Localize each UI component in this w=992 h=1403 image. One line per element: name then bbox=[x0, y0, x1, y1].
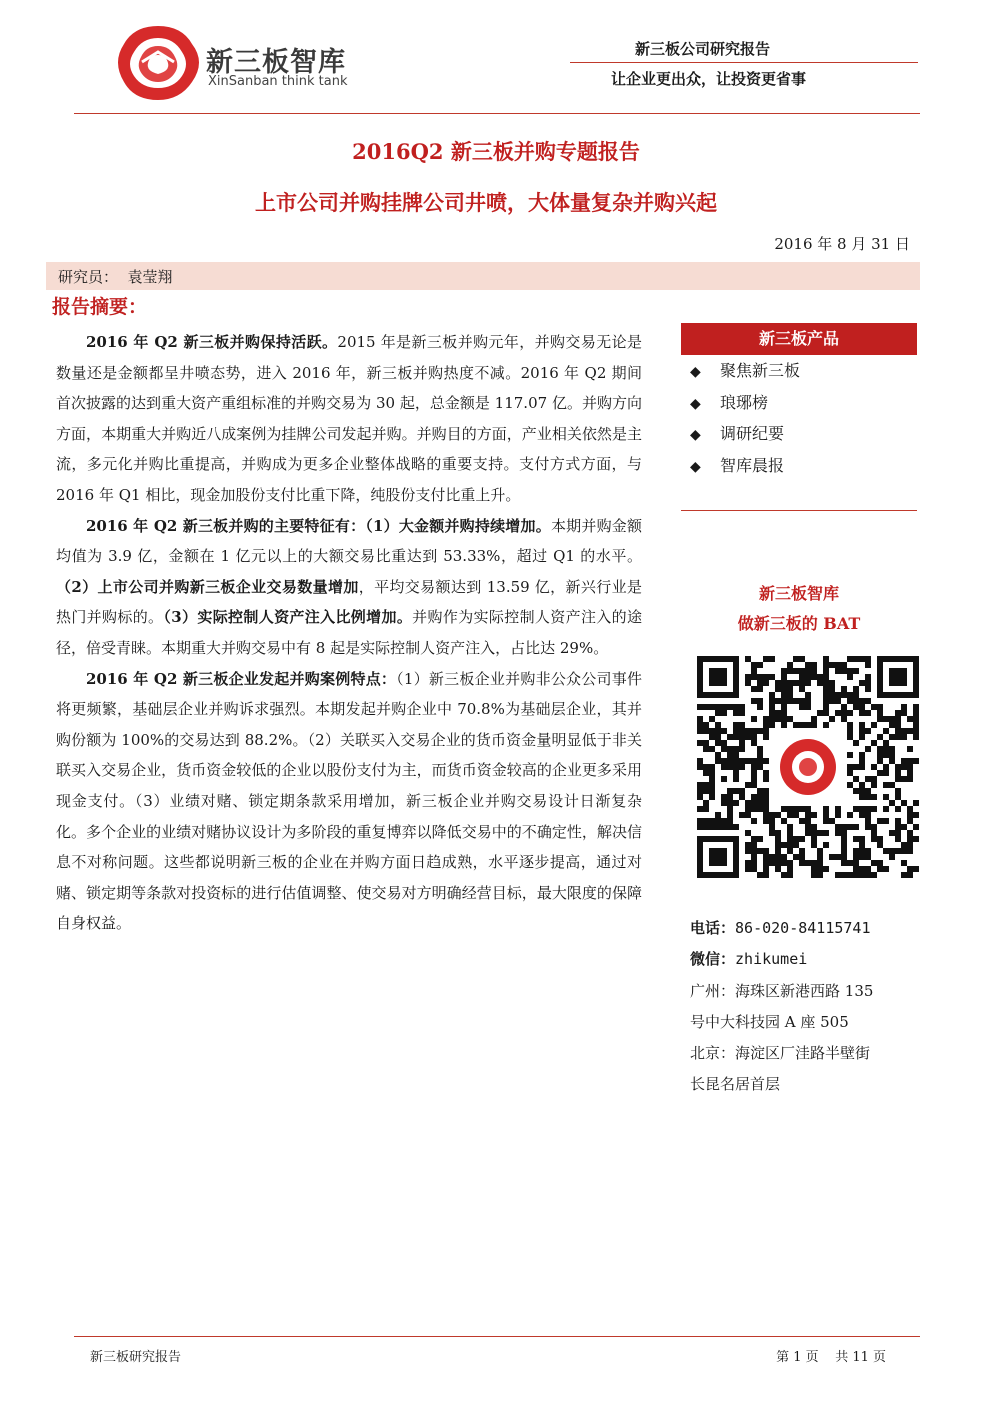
summary-paragraph bbox=[56, 664, 642, 939]
page-number: 第 1 页 bbox=[776, 1350, 819, 1365]
product-item bbox=[690, 358, 800, 390]
report-type: 新三板公司研究报告 bbox=[634, 40, 770, 58]
product-item bbox=[690, 421, 800, 453]
paragraph-text: 2015 年是新三板并购元年，并购交易无论是数量还是金额都呈井喷态势，进入 2016 年，新三板并购热度不减。2016 年 Q2 期间首次披露的达到重大资产重组标准的并购交易为 30 起，总金额是 117.07 亿。并购方向方面，本期重大并购近八成案例为挂牌公司发起并购。并购目的方面，产业相关依然是主流，多元化并购比重提高，并购成为更多企业整体战略的重要支持。支付方式方面，与 2016 年 Q1 相比，现金加股份支付比重下降，纯股份支付比重上升。 bbox=[56, 333, 642, 504]
researcher-band bbox=[46, 262, 920, 290]
qr-title: 新三板智库 bbox=[758, 584, 839, 603]
researcher-name: 研究员： 袁莹翔 bbox=[58, 268, 173, 286]
footer-divider bbox=[74, 1336, 920, 1337]
product-item bbox=[690, 453, 800, 485]
report-title: 2016Q2 新三板并购专题报告 bbox=[352, 139, 640, 164]
summary-heading: 报告摘要： bbox=[52, 296, 148, 318]
paragraph-text: （1）新三板企业并购非公众公司事件将更频繁，基础层企业并购诉求强烈。本期发起并购企业中 70.8%为基础层企业，其并购份额为 100%的交易达到 88.2%。（2）关联买入交易企业的货币资金量明显低于非关联买入交易企业，货币资金较低的企业以股份支付为主，而货币资金较高的企业更多采用现金支付。（3）业绩对赌、锁定期条款采用增加，新三板企业并购交易设计日渐复杂化。多个企业的业绩对赌协议设计为多阶段的重复博弈以降低交易中的不确定性，解决信息不对称问题。这些都说明新三板的企业在并购方面日趋成熟，水平逐步提高，通过对赌、锁定期等条款对投资标的进行估值调整、使交易对方明确经营目标，最大限度的保障自身权益。 bbox=[56, 669, 642, 933]
qr-code-icon bbox=[697, 656, 919, 878]
wechat-line bbox=[690, 948, 807, 969]
key-point-text: 2016 年 Q2 新三板并购的主要特征有：（1）大金额并购持续增加。 bbox=[86, 516, 551, 535]
diamond-bullet-icon: ◆ bbox=[690, 395, 701, 412]
products-heading: 新三板产品 bbox=[681, 323, 917, 355]
page-indicator bbox=[776, 1346, 886, 1365]
product-label: 聚焦新三板 bbox=[720, 361, 801, 380]
phone-number: 86-020-84115741 bbox=[735, 919, 871, 937]
beijing-address-line2: 长昆名居首层 bbox=[690, 1075, 781, 1093]
brand-english-name: XinSanban think tank bbox=[208, 74, 348, 89]
product-label: 智库晨报 bbox=[720, 455, 785, 475]
summary-paragraph bbox=[56, 327, 642, 511]
paragraph-text: 并购作为实际控制人资产注入的途径，倍受青睐。本期重大并购交易中有 8 起是实际控制人资产注入，占比达 29%。 bbox=[56, 608, 642, 657]
slogan: 让企业更出众，让投资更省事 bbox=[610, 70, 806, 88]
phone-line bbox=[690, 917, 870, 938]
diamond-bullet-icon: ◆ bbox=[690, 427, 701, 443]
wechat-id: zhikumei bbox=[735, 950, 808, 968]
report-date: 2016 年 8 月 31 日 bbox=[774, 235, 910, 253]
footer-label: 新三板研究报告 bbox=[90, 1350, 182, 1365]
key-point-text: （3）实际控制人资产注入比例增加。 bbox=[163, 608, 413, 627]
qr-subtitle: 做新三板的 BAT bbox=[737, 614, 861, 633]
paragraph-text: ，平均交易额达到 13.59 亿，新兴行业是热门并购标的。 bbox=[56, 577, 642, 627]
product-label: 调研纪要 bbox=[720, 424, 785, 443]
key-point-text: 2016 年 Q2 新三板并购保持活跃。 bbox=[86, 333, 338, 351]
product-item bbox=[690, 390, 800, 422]
beijing-address-line1: 北京：海淀区厂洼路半壁街 bbox=[690, 1044, 871, 1062]
diamond-bullet-icon: ◆ bbox=[690, 458, 701, 475]
summary-paragraph bbox=[56, 511, 642, 664]
sidebar-divider bbox=[681, 510, 917, 511]
key-point-text: （2）上市公司并购新三板企业交易数量增加 bbox=[56, 577, 359, 596]
paragraph-text: 本期并购金额均值为 3.9 亿，金额在 1 亿元以上的大额交易比重达到 53.33%，超过 Q1 的水平。 bbox=[56, 516, 642, 566]
diamond-bullet-icon: ◆ bbox=[690, 364, 701, 380]
product-label: 琅琊榜 bbox=[720, 392, 769, 412]
summary-body bbox=[56, 327, 642, 939]
products-list bbox=[690, 358, 800, 484]
header-divider-short bbox=[570, 62, 918, 63]
wechat-label: 微信： bbox=[690, 950, 736, 968]
key-point-text: 2016 年 Q2 新三板企业发起并购案例特点： bbox=[86, 669, 397, 688]
report-subtitle: 上市公司并购挂牌公司井喷，大体量复杂并购兴起 bbox=[255, 190, 717, 215]
guangzhou-address-line2: 号中大科技园 A 座 505 bbox=[690, 1013, 849, 1031]
page-total: 共 11 页 bbox=[835, 1350, 886, 1365]
phone-label: 电话： bbox=[690, 919, 736, 937]
brand-name: 新三板智库 bbox=[206, 47, 346, 78]
header-divider bbox=[74, 113, 920, 114]
guangzhou-address-line1: 广州：海珠区新港西路 135 bbox=[690, 982, 874, 1000]
brand-logo-icon bbox=[112, 22, 204, 104]
